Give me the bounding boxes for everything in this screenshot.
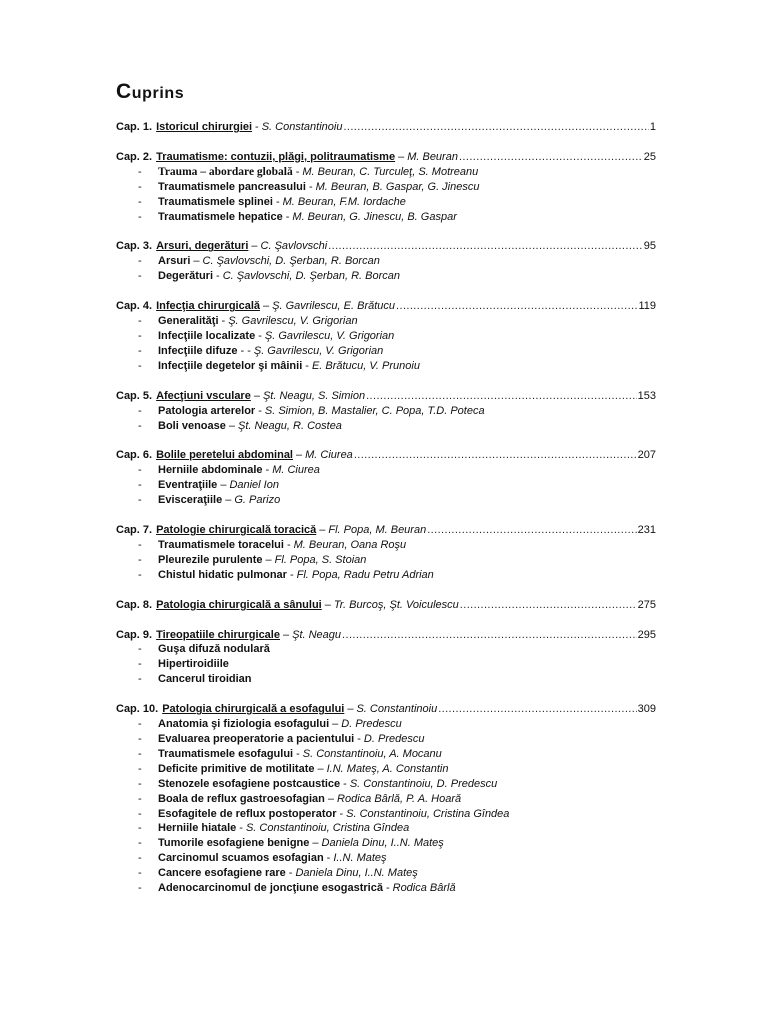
subchapter-line [116,478,656,493]
subchapter-line [116,642,656,657]
chapter-block [116,120,656,135]
chapter-number: Cap. 10. [116,703,159,716]
chapter-list [116,120,656,896]
chapter-page-number: 309 [637,703,656,716]
chapter-line [116,299,656,314]
subchapter-line [116,359,656,374]
subchapter-title: Stenozele esofagiene postcaustice [158,777,341,790]
subchapter-separator: - [286,538,291,551]
chapter-authors: C. Şavlovschi [260,240,328,253]
title-rest: uprins [131,85,185,102]
chapter-title-link[interactable]: Istoricul chirurgiei [156,121,253,133]
chapter-title-link[interactable]: Arsuri, degerături [156,240,249,253]
subchapter-title: Esofagitele de reflux postoperator [158,807,337,820]
subchapter-authors: M. Ciurea [272,464,320,477]
dot-leader [354,448,637,463]
subchapter-separator: – [327,792,335,805]
chapter-separator: – [319,524,326,537]
chapter-page-number: 207 [637,449,656,462]
chapter-separator: – [398,150,405,163]
subchapter-authors: D. Predescu [363,733,425,745]
subchapter-separator: - [308,180,313,193]
subchapter-title: Boli venoase [158,419,226,432]
subchapter-authors: Rodica Bârlă, P. A. Hoară [337,792,462,805]
dot-leader [427,523,636,538]
chapter-authors: Şt. Neagu [292,628,342,641]
list-dash: - [138,822,142,835]
subchapter-line [116,836,656,851]
list-dash: - [138,762,142,775]
chapter-title-link[interactable]: Patologia chirurgicală a sânului [156,598,322,611]
subchapter-separator: - [221,315,226,328]
subchapter-separator: - [339,807,344,820]
subchapter-separator: - - [240,344,251,357]
subchapter-line [116,210,656,225]
chapter-line [116,448,656,463]
subchapter-line [116,165,656,180]
chapter-separator: – [263,300,270,313]
subchapter-separator: – [265,553,272,566]
dot-leader [343,120,648,135]
list-dash: - [138,673,142,686]
subchapter-title: Herniile hiatale [158,822,237,835]
subchapter-authors: M. Beuran, Oana Roşu [293,538,407,551]
chapter-line [116,120,656,135]
chapter-number: Cap. 4. [116,300,153,313]
chapter-block [116,299,656,374]
subchapter-line [116,747,656,762]
chapter-number: Cap. 7. [116,524,153,537]
subchapter-line [116,732,656,747]
subchapter-title: Traumatismele splinei [158,195,273,208]
subchapter-title: Evaluarea preoperatorie a pacientului [158,733,355,745]
subchapter-separator: - [216,270,220,283]
chapter-number: Cap. 3. [116,240,153,253]
list-dash: - [138,315,142,328]
subchapter-title: Degerături [158,270,214,283]
list-dash: - [138,165,142,178]
list-dash: - [138,494,142,507]
chapter-block [116,598,656,613]
list-dash: - [138,464,142,477]
dot-leader [342,628,637,643]
subchapter-line [116,419,656,434]
dot-leader [438,702,636,717]
dot-leader [328,239,643,254]
list-dash: - [138,807,142,820]
subchapter-line [116,329,656,344]
subchapter-separator: – [317,762,324,775]
table-of-contents [116,82,656,911]
subchapter-title: Boala de reflux gastroesofagian [158,792,325,805]
chapter-authors: M. Ciurea [305,449,353,462]
chapter-page-number: 275 [637,598,656,611]
chapter-page-number: 153 [637,389,656,402]
subchapter-line [116,254,656,269]
subchapter-separator: - [305,359,309,372]
subchapter-title: Infecţiile degetelor şi mâinii [158,359,303,372]
dot-leader [366,389,637,404]
subchapter-authors: Ş. Gavrilescu, V. Grigorian [253,344,384,357]
list-dash: - [138,882,142,895]
subchapter-separator: - [285,210,290,223]
page-title [116,82,656,104]
subchapter-title: Cancere esofagiene rare [158,867,286,880]
chapter-line [116,523,656,538]
title-initial: C [116,80,132,103]
chapter-separator: – [347,703,354,716]
chapter-separator: – [251,240,258,253]
subchapter-line [116,180,656,195]
list-dash: - [138,568,142,581]
subchapter-authors: G. Parizo [234,494,281,507]
list-dash: - [138,180,142,193]
chapter-title-link[interactable]: Afecţiuni vsculare [156,389,251,402]
list-dash: - [138,195,142,208]
subchapter-title: Herniile abdominale [158,464,263,477]
subchapter-title: Chistul hidatic pulmonar [158,568,287,581]
chapter-separator: – [253,389,260,402]
list-dash: - [138,643,142,656]
chapter-title-link[interactable]: Patologia chirurgicală a esofagului [162,703,345,716]
subchapter-title: Adenocarcinomul de joncţiune esogastrică [158,882,383,895]
subchapter-separator: - [258,329,262,342]
subchapter-title: Traumatismele pancreasului [158,180,306,193]
subchapter-line [116,269,656,284]
subchapter-separator: – [220,479,227,492]
list-dash: - [138,733,142,745]
subchapter-line [116,762,656,777]
subchapter-line [116,553,656,568]
subchapter-line [116,195,656,210]
chapter-number: Cap. 9. [116,628,153,641]
chapter-authors: M. Beuran [407,150,458,163]
chapter-page-number: 1 [649,121,656,133]
chapter-block [116,523,656,583]
subchapter-line [116,821,656,836]
subchapter-separator: - [265,464,270,477]
subchapter-line [116,657,656,672]
subchapter-title: Evisceraţiile [158,494,223,507]
subchapter-separator: - [258,404,262,417]
list-dash: - [138,479,142,492]
chapter-line [116,150,656,165]
list-dash: - [138,553,142,566]
chapter-authors: Şt. Neagu, S. Simion [262,389,366,402]
subchapter-separator: – [332,718,339,731]
subchapter-separator: - [343,777,347,790]
subchapter-authors: Ş. Gavrilescu, V. Grigorian [264,329,395,342]
subchapter-title: Infecţiile difuze [158,344,238,357]
subchapter-line [116,866,656,881]
subchapter-separator: - [289,568,294,581]
subchapter-authors: Daniela Dinu, I..N. Mateş [295,867,418,880]
subchapter-line [116,493,656,508]
dot-leader [396,299,637,314]
chapter-block [116,628,656,688]
subchapter-separator: - [288,867,293,880]
subchapter-title: Infecţiile localizate [158,329,256,342]
subchapter-authors: C. Şavlovschi, D. Şerban, R. Borcan [222,270,400,283]
subchapter-line [116,807,656,822]
subchapter-authors: M. Beuran, B. Gaspar, G. Jinescu [315,180,480,193]
chapter-page-number: 25 [643,150,656,163]
chapter-block [116,239,656,284]
subchapter-authors: Şt. Neagu, R. Costea [237,419,342,432]
subchapter-title: Traumatismele toracelui [158,538,284,551]
subchapter-line [116,881,656,896]
list-dash: - [138,792,142,805]
subchapter-line [116,463,656,478]
subchapter-title: Patologia arterelor [158,404,256,417]
subchapter-title: Traumatismele hepatice [158,210,283,223]
chapter-block [116,702,656,896]
subchapter-line [116,851,656,866]
list-dash: - [138,210,142,223]
subchapter-title: Guşa difuză nodulară [158,643,270,656]
list-dash: - [138,404,142,417]
subchapter-line [116,777,656,792]
subchapter-authors: S. Constantinoiu, A. Mocanu [302,747,442,760]
chapter-authors: S. Constantinoiu [261,121,343,133]
chapter-line [116,628,656,643]
subchapter-authors: I.N. Mateş, A. Constantin [326,762,449,775]
list-dash: - [138,747,142,760]
subchapter-separator: - [326,852,331,865]
dot-leader [460,598,637,613]
list-dash: - [138,419,142,432]
subchapter-authors: D. Predescu [341,718,402,731]
subchapter-separator: – [312,837,319,850]
subchapter-title: Anatomia şi fiziologia esofagului [158,718,330,731]
subchapter-title: Carcinomul scuamos esofagian [158,852,324,865]
chapter-number: Cap. 5. [116,389,153,402]
chapter-number: Cap. 2. [116,150,153,163]
chapter-separator: – [296,449,303,462]
list-dash: - [138,658,142,671]
subchapter-authors: Fl. Popa, Radu Petru Adrian [296,568,434,581]
subchapter-authors: I..N. Mateş [333,852,387,865]
subchapter-line [116,538,656,553]
chapter-authors: S. Constantinoiu [356,703,438,716]
subchapter-separator: - [385,882,390,895]
chapter-title-link[interactable]: Tireopatiile chirurgicale [156,628,280,641]
chapter-line [116,702,656,717]
subchapter-title: Hipertiroidiile [158,658,229,671]
chapter-page-number: 119 [638,300,656,313]
chapter-line [116,389,656,404]
chapter-separator: – [324,598,331,611]
chapter-title-link[interactable]: Traumatisme: contuzii, plăgi, politraumatisme [156,150,396,163]
subchapter-line [116,792,656,807]
list-dash: - [138,344,142,357]
subchapter-authors: S. Simion, B. Mastalier, C. Popa, T.D. Poteca [264,404,485,417]
list-dash: - [138,718,142,731]
subchapter-authors: Daniel Ion [229,479,279,492]
subchapter-authors: M. Beuran, C. Turculeţ, S. Motreanu [302,165,479,178]
subchapter-title: Eventraţiile [158,479,218,492]
chapter-block [116,389,656,434]
chapter-block [116,150,656,225]
subchapter-title: Tumorile esofagiene benigne [158,837,310,850]
subchapter-line [116,717,656,732]
subchapter-line [116,314,656,329]
subchapter-line [116,344,656,359]
subchapter-title: Cancerul tiroidian [158,673,252,686]
chapter-title-link[interactable]: Bolile peretelui abdominal [156,449,293,462]
chapter-block [116,448,656,508]
subchapter-authors: C. Şavlovschi, D. Şerban, R. Borcan [202,255,380,268]
subchapter-authors: M. Beuran, G. Jinescu, B. Gaspar [292,210,457,223]
subchapter-authors: Daniela Dinu, I..N. Mateş [321,837,444,850]
subchapter-separator: – [228,419,235,432]
list-dash: - [138,852,142,865]
chapter-authors: Tr. Burcoş, Şt. Voiculescu [333,598,459,611]
subchapter-title: Traumatismele esofagului [158,747,294,760]
subchapter-separator: – [225,494,232,507]
list-dash: - [138,329,142,342]
subchapter-title: Trauma – abordare globală [158,165,293,178]
chapter-title-link[interactable]: Infecţia chirurgicală [156,300,261,313]
list-dash: - [138,837,142,850]
subchapter-line [116,568,656,583]
chapter-authors: Ş. Gavrilescu, E. Brătucu [272,300,396,313]
list-dash: - [138,255,142,268]
chapter-authors: Fl. Popa, M. Beuran [328,524,427,537]
list-dash: - [138,270,142,283]
subchapter-separator: - [239,822,243,835]
chapter-page-number: 231 [637,524,656,537]
chapter-title-link[interactable]: Patologie chirurgicală toracică [156,524,317,537]
subchapter-authors: S. Constantinoiu, D. Predescu [349,777,498,790]
chapter-number: Cap. 1. [116,121,153,133]
subchapter-line [116,672,656,687]
list-dash: - [138,777,142,790]
chapter-page-number: 95 [643,240,656,253]
subchapter-title: Arsuri [158,255,191,268]
subchapter-authors: M. Beuran, F.M. Iordache [282,195,406,208]
subchapter-authors: Ş. Gavrilescu, V. Grigorian [228,315,358,328]
subchapter-authors: Rodica Bârlă [392,882,456,895]
subchapter-authors: Fl. Popa, S. Stoian [274,553,367,566]
chapter-separator: - [255,121,259,133]
subchapter-separator: - [296,747,300,760]
list-dash: - [138,867,142,880]
chapter-line [116,239,656,254]
dot-leader [459,150,643,165]
subchapter-line [116,404,656,419]
list-dash: - [138,359,142,372]
subchapter-authors: S. Constantinoiu, Cristina Gîndea [346,807,510,820]
subchapter-authors: E. Brătucu, V. Prunoiu [311,359,420,372]
chapter-page-number: 295 [637,628,656,641]
subchapter-title: Deficite primitive de motilitate [158,762,315,775]
subchapter-separator: – [193,255,200,268]
list-dash: - [138,538,142,551]
subchapter-title: Pleurezile purulente [158,553,263,566]
chapter-line [116,598,656,613]
subchapter-separator: - [295,165,300,178]
subchapter-title: Generalităţi [158,315,219,328]
chapter-number: Cap. 6. [116,449,153,462]
subchapter-separator: - [357,733,361,745]
subchapter-authors: S. Constantinoiu, Cristina Gîndea [245,822,410,835]
chapter-separator: – [282,628,290,641]
subchapter-separator: - [275,195,280,208]
chapter-number: Cap. 8. [116,598,153,611]
